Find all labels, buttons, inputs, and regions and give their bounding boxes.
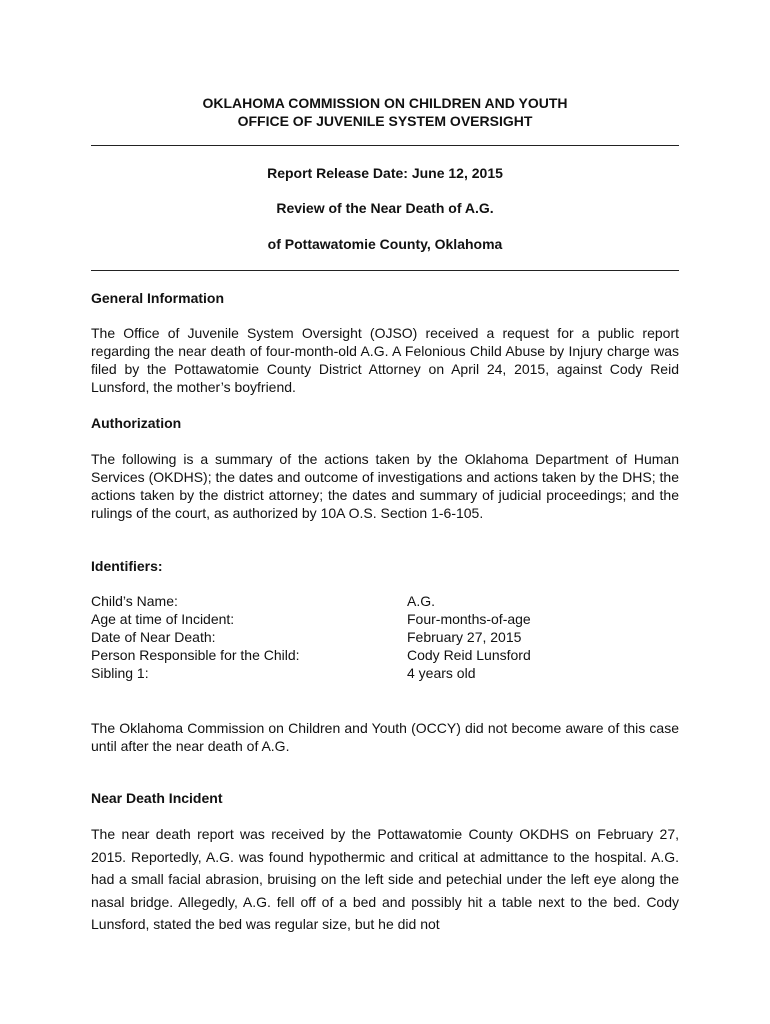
identifier-value: Cody Reid Lunsford (407, 647, 531, 663)
identifier-value: A.G. (407, 593, 436, 609)
occy-note: The Oklahoma Commission on Children and Youth (OCCY) did not become aware of this case until after the near death of A.G. (91, 720, 679, 754)
identifier-value: Four-months-of-age (407, 611, 531, 627)
header-office: OFFICE OF JUVENILE SYSTEM OVERSIGHT (237, 113, 533, 129)
identifier-value: February 27, 2015 (407, 629, 522, 645)
header-organization: OKLAHOMA COMMISSION ON CHILDREN AND YOUTH (202, 95, 568, 111)
report-release-date: Report Release Date: June 12, 2015 (267, 165, 503, 181)
identifiers-heading: Identifiers: (91, 558, 163, 574)
authorization-heading: Authorization (91, 415, 182, 431)
general-information-body: The Office of Juvenile System Oversight (OJSO) received a request for a public report regarding the near death of four-month-old A.G. A Felonious Child Abuse by Injury charge was filed by the Pottawatomie County District Attorney on April 24, 2015, against Cody Reid Lunsford, the mother’s boyfriend. (91, 325, 679, 395)
general-information-heading: General Information (91, 290, 225, 306)
identifier-value: 4 years old (407, 665, 476, 681)
identifier-label: Age at time of Incident: (91, 611, 235, 627)
identifier-label: Sibling 1: (91, 665, 149, 681)
review-title: Review of the Near Death of A.G. (276, 200, 494, 216)
near-death-incident-body: The near death report was received by the Pottawatomie County OKDHS on February 27, 2015. Reportedly, A.G. was found hypothermic and critical at admittance to the hospital. A.G. had a small facial abrasion, bruising on the left side and petechial under the left eye along the nasal bridge. Allegedly, A.G. fell off of a bed and possibly hit a table next to the bed. Cody Lunsford, stated the bed was regular size, but he did not (91, 826, 679, 932)
near-death-incident-heading: Near Death Incident (91, 790, 223, 806)
county-subtitle: of Pottawatomie County, Oklahoma (267, 236, 503, 252)
identifier-label: Child’s Name: (91, 593, 178, 609)
identifier-label: Date of Near Death: (91, 629, 216, 645)
identifier-label: Person Responsible for the Child: (91, 647, 300, 663)
bottom-divider (91, 270, 679, 271)
authorization-body: The following is a summary of the actions taken by the Oklahoma Department of Human Services (OKDHS); the dates and outcome of investigations and actions taken by the DHS; the actions taken by the district attorney; the dates and summary of judicial proceedings; and the rulings of the court, as authorized by 10A O.S. Section 1-6-105. (91, 451, 679, 521)
top-divider (91, 145, 679, 146)
